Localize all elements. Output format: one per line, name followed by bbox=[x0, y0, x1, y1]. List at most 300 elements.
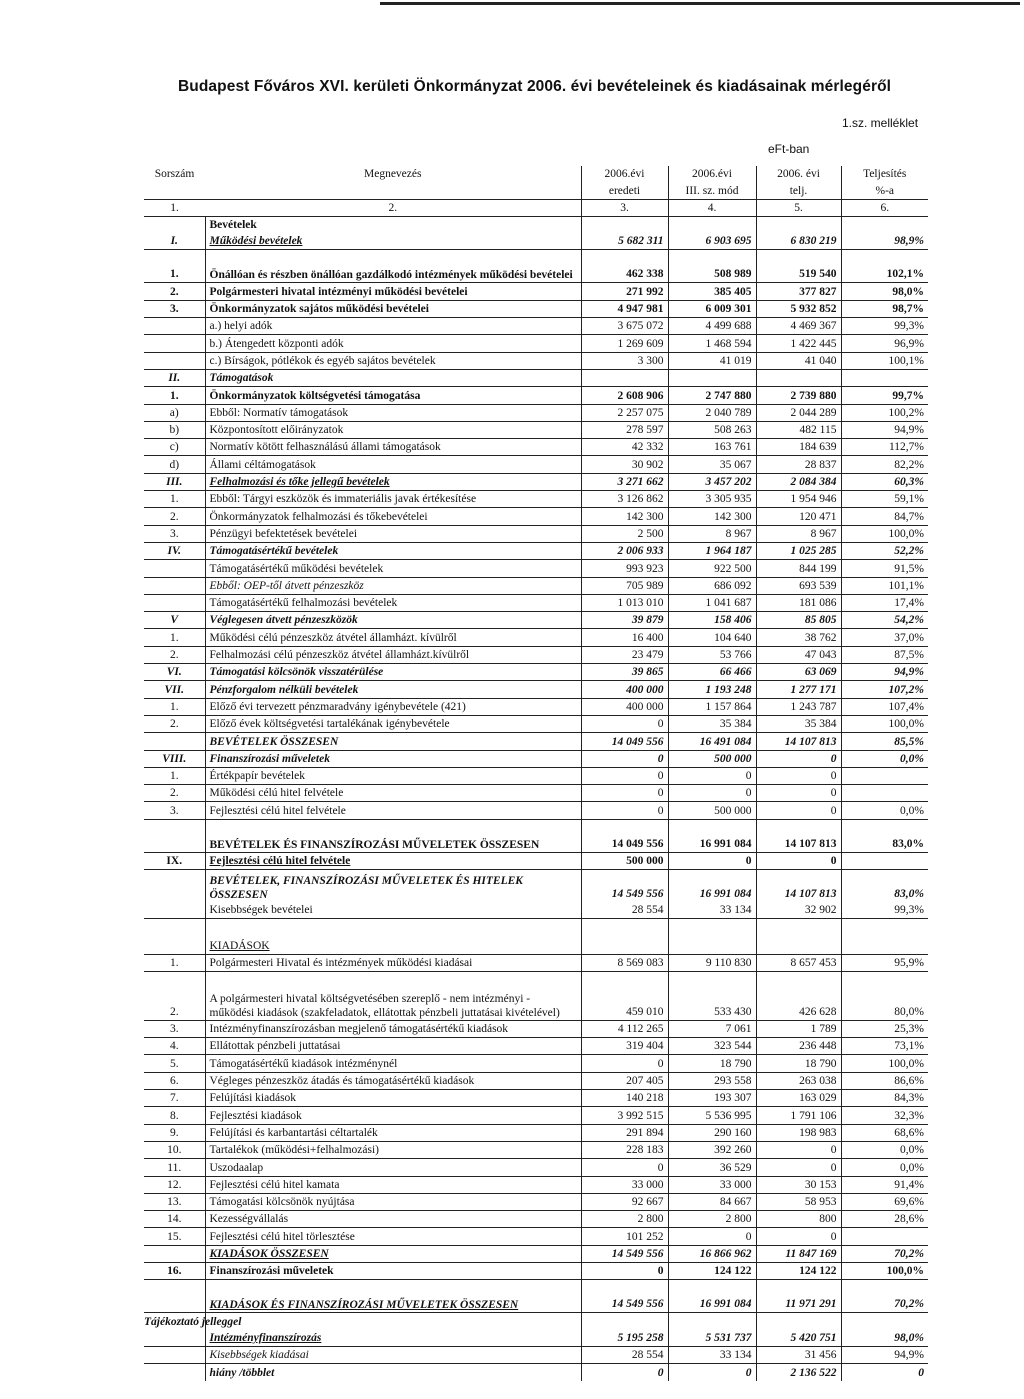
completion-percent: 91,4% bbox=[841, 1176, 928, 1193]
original-value: 30 902 bbox=[581, 456, 668, 473]
modified-value: 16 866 962 bbox=[668, 1245, 756, 1262]
actual-value: 263 038 bbox=[756, 1072, 841, 1089]
row-label: Fejlesztési célú hitel kamata bbox=[205, 1176, 581, 1193]
modified-value: 18 790 bbox=[668, 1055, 756, 1072]
row-label: Tartalékok (működési+felhalmozási) bbox=[205, 1141, 581, 1158]
row-label: Felhalmozási és tőke jellegű bevételek bbox=[205, 473, 581, 490]
row-number: 2. bbox=[144, 715, 205, 732]
completion-percent: 84,3% bbox=[841, 1090, 928, 1107]
table-row bbox=[144, 785, 928, 802]
completion-percent: 87,5% bbox=[841, 646, 928, 663]
table-row bbox=[144, 750, 928, 767]
row-number: 12. bbox=[144, 1176, 205, 1193]
header-cell: 2006.évi bbox=[581, 166, 668, 182]
row-label: Kezességvállalás bbox=[205, 1211, 581, 1228]
completion-percent: 100,0% bbox=[841, 1263, 928, 1280]
completion-percent bbox=[841, 216, 928, 233]
table-row bbox=[144, 1055, 928, 1072]
original-value bbox=[581, 216, 668, 233]
row-number: 3. bbox=[144, 525, 205, 542]
actual-value: 30 153 bbox=[756, 1176, 841, 1193]
table-row bbox=[144, 1072, 928, 1089]
table-row bbox=[144, 439, 928, 456]
actual-value: 5 932 852 bbox=[756, 300, 841, 317]
row-number bbox=[144, 1364, 205, 1381]
table-row bbox=[144, 971, 928, 1020]
table-row bbox=[144, 421, 928, 438]
header-cell: %-a bbox=[875, 184, 894, 197]
original-value: 2 257 075 bbox=[581, 404, 668, 421]
completion-percent: 100,0% bbox=[841, 1055, 928, 1072]
actual-value: 35 384 bbox=[756, 715, 841, 732]
actual-value: 1 277 171 bbox=[756, 681, 841, 698]
table-row bbox=[144, 902, 928, 919]
actual-value: 1 422 445 bbox=[756, 335, 841, 352]
row-number: 5. bbox=[144, 1055, 205, 1072]
table-row bbox=[144, 577, 928, 594]
header-cell: Teljesítés bbox=[863, 168, 907, 181]
row-label: Finanszírozási műveletek bbox=[205, 1263, 581, 1280]
row-label: Ellátottak pénzbeli juttatásai bbox=[205, 1038, 581, 1055]
modified-value: 508 263 bbox=[668, 421, 756, 438]
modified-value: 53 766 bbox=[668, 646, 756, 663]
row-number: 1. bbox=[144, 387, 205, 404]
completion-percent: 32,3% bbox=[841, 1107, 928, 1124]
row-number: II. bbox=[144, 369, 205, 386]
row-label: hiány /többlet bbox=[205, 1364, 581, 1381]
table-row bbox=[144, 560, 928, 577]
actual-value: 377 827 bbox=[756, 283, 841, 300]
row-number bbox=[144, 902, 205, 919]
original-value: 3 992 515 bbox=[581, 1107, 668, 1124]
row-number: 11. bbox=[144, 1159, 205, 1176]
table-row bbox=[144, 1159, 928, 1176]
actual-value: 519 540 bbox=[756, 250, 841, 283]
actual-value: 844 199 bbox=[756, 560, 841, 577]
original-value: 1 013 010 bbox=[581, 594, 668, 611]
header-cell: eredeti bbox=[581, 182, 668, 199]
completion-percent bbox=[841, 852, 928, 869]
actual-value: 184 639 bbox=[756, 439, 841, 456]
row-label: Támogatásértékű bevételek bbox=[205, 542, 581, 559]
original-value: 228 183 bbox=[581, 1141, 668, 1158]
completion-percent: 54,2% bbox=[841, 612, 928, 629]
actual-value: 58 953 bbox=[756, 1193, 841, 1210]
completion-percent: 0,0% bbox=[841, 750, 928, 767]
actual-value: 8 657 453 bbox=[756, 954, 841, 971]
row-number: 1. bbox=[144, 491, 205, 508]
original-value: 400 000 bbox=[581, 681, 668, 698]
row-label: Önkormányzatok felhalmozási és tőkebevételei bbox=[205, 508, 581, 525]
completion-percent bbox=[841, 767, 928, 784]
row-number bbox=[144, 819, 205, 852]
row-number: 2. bbox=[144, 508, 205, 525]
actual-value bbox=[756, 1313, 841, 1330]
completion-percent: 94,9% bbox=[841, 664, 928, 681]
completion-percent: 99,3% bbox=[841, 902, 928, 919]
row-label: BEVÉTELEK, FINANSZÍROZÁSI MŰVELETEK ÉS HITELEK ÖSSZESEN bbox=[205, 869, 581, 902]
table-row bbox=[144, 919, 928, 938]
row-label: c.) Bírságok, pótlékok és egyéb sajátos bevételek bbox=[205, 352, 581, 369]
original-value: 14 549 556 bbox=[581, 1280, 668, 1313]
original-value: 33 000 bbox=[581, 1176, 668, 1193]
actual-value: 85 805 bbox=[756, 612, 841, 629]
row-number: 1. bbox=[144, 954, 205, 971]
completion-percent: 98,0% bbox=[841, 1330, 928, 1347]
row-label: Intézményfinanszírozás bbox=[205, 1330, 581, 1347]
completion-percent: 102,1% bbox=[841, 250, 928, 283]
completion-percent: 107,4% bbox=[841, 698, 928, 715]
row-label: Pénzügyi befektetések bevételei bbox=[205, 525, 581, 542]
table-row bbox=[144, 387, 928, 404]
actual-value: 2 084 384 bbox=[756, 473, 841, 490]
row-number: 2. bbox=[144, 971, 205, 1020]
original-value: 142 300 bbox=[581, 508, 668, 525]
table-row bbox=[144, 1090, 928, 1107]
completion-percent: 73,1% bbox=[841, 1038, 928, 1055]
unit-label: eFt-ban bbox=[768, 142, 810, 156]
modified-value: 0 bbox=[668, 1364, 756, 1381]
completion-percent: 100,1% bbox=[841, 352, 928, 369]
row-label: KIADÁSOK bbox=[205, 937, 581, 954]
original-value: 459 010 bbox=[581, 971, 668, 1020]
modified-value: 500 000 bbox=[668, 802, 756, 819]
table-row bbox=[144, 1038, 928, 1055]
row-number: 1. bbox=[144, 698, 205, 715]
modified-value: 9 110 830 bbox=[668, 954, 756, 971]
header-row-3 bbox=[144, 199, 928, 216]
actual-value: 693 539 bbox=[756, 577, 841, 594]
table-row bbox=[144, 473, 928, 490]
row-number: 4. bbox=[144, 1038, 205, 1055]
completion-percent: 17,4% bbox=[841, 594, 928, 611]
actual-value: 8 967 bbox=[756, 525, 841, 542]
original-value: 705 989 bbox=[581, 577, 668, 594]
completion-percent bbox=[841, 785, 928, 802]
original-value bbox=[581, 919, 668, 938]
modified-value: 193 307 bbox=[668, 1090, 756, 1107]
actual-value: 11 971 291 bbox=[756, 1280, 841, 1313]
table-row bbox=[144, 1141, 928, 1158]
row-label: Véglegesen átvett pénzeszközök bbox=[205, 612, 581, 629]
row-label: Ebből: Tárgyi eszközök és immateriális javak értékesítése bbox=[205, 491, 581, 508]
table-row bbox=[144, 594, 928, 611]
modified-value: 392 260 bbox=[668, 1141, 756, 1158]
modified-value: 36 529 bbox=[668, 1159, 756, 1176]
actual-value: 41 040 bbox=[756, 352, 841, 369]
row-label: KIADÁSOK ÉS FINANSZÍROZÁSI MŰVELETEK ÖSSZESEN bbox=[205, 1280, 581, 1313]
actual-value: 1 954 946 bbox=[756, 491, 841, 508]
actual-value: 2 136 522 bbox=[756, 1364, 841, 1381]
original-value: 278 597 bbox=[581, 421, 668, 438]
row-number bbox=[144, 1280, 205, 1313]
header-cell: 1. bbox=[170, 201, 179, 214]
completion-percent: 68,6% bbox=[841, 1124, 928, 1141]
actual-value: 14 107 813 bbox=[756, 869, 841, 902]
modified-value bbox=[668, 369, 756, 386]
row-number bbox=[144, 594, 205, 611]
actual-value: 0 bbox=[756, 785, 841, 802]
row-label bbox=[205, 1313, 581, 1330]
row-number: 2. bbox=[144, 785, 205, 802]
completion-percent: 94,9% bbox=[841, 1346, 928, 1363]
actual-value: 426 628 bbox=[756, 971, 841, 1020]
actual-value: 31 456 bbox=[756, 1346, 841, 1363]
row-number: Tájékoztató jelleggel bbox=[144, 1313, 205, 1330]
modified-value: 7 061 bbox=[668, 1020, 756, 1037]
original-value: 14 549 556 bbox=[581, 869, 668, 902]
table-row bbox=[144, 715, 928, 732]
original-value: 319 404 bbox=[581, 1038, 668, 1055]
original-value bbox=[581, 937, 668, 954]
row-label: Önkormányzatok költségvetési támogatása bbox=[205, 387, 581, 404]
actual-value: 0 bbox=[756, 1159, 841, 1176]
modified-value: 104 640 bbox=[668, 629, 756, 646]
actual-value: 0 bbox=[756, 802, 841, 819]
row-label: Normatív kötött felhasználású állami támogatások bbox=[205, 439, 581, 456]
table-row bbox=[144, 216, 928, 233]
original-value: 207 405 bbox=[581, 1072, 668, 1089]
original-value bbox=[581, 369, 668, 386]
row-number: 2. bbox=[144, 283, 205, 300]
original-value: 400 000 bbox=[581, 698, 668, 715]
header-cell: 2. bbox=[205, 199, 581, 216]
modified-value: 4 499 688 bbox=[668, 318, 756, 335]
modified-value: 8 967 bbox=[668, 525, 756, 542]
original-value: 14 049 556 bbox=[581, 733, 668, 750]
table-row bbox=[144, 646, 928, 663]
table-row bbox=[144, 1211, 928, 1228]
original-value: 28 554 bbox=[581, 1346, 668, 1363]
header-cell: Megnevezés bbox=[205, 166, 581, 182]
original-value: 14 049 556 bbox=[581, 819, 668, 852]
modified-value: 163 761 bbox=[668, 439, 756, 456]
original-value: 462 338 bbox=[581, 250, 668, 283]
original-value: 0 bbox=[581, 1263, 668, 1280]
table-row bbox=[144, 1263, 928, 1280]
row-number: 9. bbox=[144, 1124, 205, 1141]
row-number: III. bbox=[144, 473, 205, 490]
row-label: Felújítási és karbantartási céltartalék bbox=[205, 1124, 581, 1141]
actual-value: 14 107 813 bbox=[756, 733, 841, 750]
table-row bbox=[144, 1176, 928, 1193]
table-row bbox=[144, 1330, 928, 1347]
table-row bbox=[144, 681, 928, 698]
actual-value: 163 029 bbox=[756, 1090, 841, 1107]
row-number: c) bbox=[144, 439, 205, 456]
actual-value: 32 902 bbox=[756, 902, 841, 919]
row-label: Bevételek bbox=[205, 216, 581, 233]
modified-value: 33 000 bbox=[668, 1176, 756, 1193]
actual-value bbox=[756, 216, 841, 233]
actual-value: 47 043 bbox=[756, 646, 841, 663]
completion-percent: 0 bbox=[918, 1366, 924, 1379]
original-value: 0 bbox=[581, 767, 668, 784]
modified-value: 533 430 bbox=[668, 971, 756, 1020]
row-label: Értékpapír bevételek bbox=[205, 767, 581, 784]
actual-value: 482 115 bbox=[756, 421, 841, 438]
actual-value: 120 471 bbox=[756, 508, 841, 525]
modified-value: 2 747 880 bbox=[668, 387, 756, 404]
modified-value: 35 067 bbox=[668, 456, 756, 473]
header-cell: telj. bbox=[756, 182, 841, 199]
completion-percent: 70,2% bbox=[841, 1245, 928, 1262]
modified-value: 16 991 084 bbox=[668, 819, 756, 852]
completion-percent: 25,3% bbox=[841, 1020, 928, 1037]
modified-value: 293 558 bbox=[668, 1072, 756, 1089]
modified-value: 84 667 bbox=[668, 1193, 756, 1210]
row-label: Önállóan és részben önállóan gazdálkodó intézmények működési bevételei bbox=[205, 250, 581, 283]
actual-value: 6 830 219 bbox=[756, 233, 841, 250]
actual-value: 198 983 bbox=[756, 1124, 841, 1141]
original-value: 2 608 906 bbox=[581, 387, 668, 404]
completion-percent: 86,6% bbox=[841, 1072, 928, 1089]
row-number bbox=[144, 335, 205, 352]
row-number: VII. bbox=[144, 681, 205, 698]
modified-value: 686 092 bbox=[668, 577, 756, 594]
row-label: Támogatásértékű kiadások intézménynél bbox=[205, 1055, 581, 1072]
modified-value: 2 040 789 bbox=[668, 404, 756, 421]
completion-percent: 60,3% bbox=[841, 473, 928, 490]
header-cell: 2006. évi bbox=[756, 166, 841, 182]
modified-value bbox=[668, 919, 756, 938]
completion-percent bbox=[841, 1313, 928, 1330]
row-number: 3. bbox=[144, 802, 205, 819]
table-row bbox=[144, 318, 928, 335]
actual-value: 181 086 bbox=[756, 594, 841, 611]
original-value: 3 300 bbox=[581, 352, 668, 369]
original-value: 3 271 662 bbox=[581, 473, 668, 490]
completion-percent: 98,9% bbox=[841, 233, 928, 250]
row-label: Állami céltámogatások bbox=[205, 456, 581, 473]
modified-value bbox=[668, 1313, 756, 1330]
original-value: 0 bbox=[581, 715, 668, 732]
original-value: 0 bbox=[581, 1159, 668, 1176]
table-row bbox=[144, 491, 928, 508]
original-value: 0 bbox=[581, 785, 668, 802]
row-label: A polgármesteri hivatal költségvetésében szereplő - nem intézményi - működési kiadások (szakfeladatok, ellátottak pénzbeli juttatásai kivételével) bbox=[205, 971, 581, 1020]
modified-value: 1 041 687 bbox=[668, 594, 756, 611]
completion-percent: 59,1% bbox=[841, 491, 928, 508]
original-value: 8 569 083 bbox=[581, 954, 668, 971]
original-value bbox=[581, 1313, 668, 1330]
row-label: Ebből: OEP-től átvett pénzeszköz bbox=[205, 577, 581, 594]
row-label bbox=[205, 919, 581, 938]
header-cell: 3. bbox=[581, 199, 668, 216]
completion-percent: 100,0% bbox=[841, 715, 928, 732]
completion-percent: 99,3% bbox=[841, 318, 928, 335]
original-value: 4 112 265 bbox=[581, 1020, 668, 1037]
modified-value: 5 536 995 bbox=[668, 1107, 756, 1124]
actual-value: 1 025 285 bbox=[756, 542, 841, 559]
row-number: 3. bbox=[144, 1020, 205, 1037]
original-value: 0 bbox=[581, 802, 668, 819]
actual-value: 0 bbox=[756, 852, 841, 869]
header-cell bbox=[144, 182, 205, 199]
row-label: Önkormányzatok sajátos működési bevételei bbox=[205, 300, 581, 317]
row-number: 6. bbox=[144, 1072, 205, 1089]
row-label: BEVÉTELEK ÖSSZESEN bbox=[205, 733, 581, 750]
completion-percent: 0,0% bbox=[841, 1159, 928, 1176]
row-label: Kisebbségek bevételei bbox=[205, 902, 581, 919]
actual-value: 18 790 bbox=[756, 1055, 841, 1072]
table-row bbox=[144, 300, 928, 317]
header-cell: 6. bbox=[880, 201, 890, 214]
table-row bbox=[144, 612, 928, 629]
row-number: 8. bbox=[144, 1107, 205, 1124]
balance-table bbox=[144, 166, 928, 1381]
completion-percent: 83,0% bbox=[894, 887, 924, 900]
table-row bbox=[144, 767, 928, 784]
completion-percent: 69,6% bbox=[841, 1193, 928, 1210]
row-label: Fejlesztési kiadások bbox=[205, 1107, 581, 1124]
row-label: BEVÉTELEK ÉS FINANSZÍROZÁSI MŰVELETEK ÖSSZESEN bbox=[205, 819, 581, 852]
completion-percent: 94,9% bbox=[841, 421, 928, 438]
row-number: d) bbox=[144, 456, 205, 473]
original-value: 993 923 bbox=[581, 560, 668, 577]
actual-value: 0 bbox=[756, 750, 841, 767]
row-number: VIII. bbox=[144, 750, 205, 767]
modified-value: 33 134 bbox=[668, 902, 756, 919]
table-row bbox=[144, 802, 928, 819]
original-value: 2 500 bbox=[581, 525, 668, 542]
modified-value: 500 000 bbox=[668, 750, 756, 767]
original-value: 0 bbox=[581, 750, 668, 767]
modified-value: 33 134 bbox=[668, 1346, 756, 1363]
original-value: 291 894 bbox=[581, 1124, 668, 1141]
modified-value: 1 157 864 bbox=[668, 698, 756, 715]
row-number bbox=[144, 733, 205, 750]
table-row bbox=[144, 1020, 928, 1037]
table-row bbox=[144, 233, 928, 250]
original-value: 23 479 bbox=[581, 646, 668, 663]
original-value: 4 947 981 bbox=[581, 300, 668, 317]
modified-value: 0 bbox=[668, 767, 756, 784]
actual-value: 2 044 289 bbox=[756, 404, 841, 421]
completion-percent: 52,2% bbox=[841, 542, 928, 559]
row-number bbox=[144, 216, 205, 233]
modified-value: 1 193 248 bbox=[668, 681, 756, 698]
modified-value bbox=[668, 216, 756, 233]
table-row bbox=[144, 629, 928, 646]
modified-value: 0 bbox=[668, 852, 756, 869]
modified-value: 41 019 bbox=[668, 352, 756, 369]
modified-value: 16 991 084 bbox=[668, 869, 756, 902]
table-row bbox=[144, 852, 928, 869]
completion-percent: 70,2% bbox=[841, 1280, 928, 1313]
completion-percent bbox=[841, 369, 928, 386]
row-number: a) bbox=[144, 404, 205, 421]
modified-value: 124 122 bbox=[668, 1263, 756, 1280]
original-value: 0 bbox=[581, 1364, 668, 1381]
header-cell: 2006.évi bbox=[668, 166, 756, 182]
original-value: 16 400 bbox=[581, 629, 668, 646]
row-label: Működési bevételek bbox=[205, 233, 581, 250]
completion-percent: 96,9% bbox=[841, 335, 928, 352]
original-value: 14 549 556 bbox=[581, 1245, 668, 1262]
row-label: Előző évek költségvetési tartalékának igénybevétele bbox=[205, 715, 581, 732]
row-label: Működési célú hitel felvétele bbox=[205, 785, 581, 802]
row-label: Felhalmozási célú pénzeszköz átvétel államházt.kívülről bbox=[205, 646, 581, 663]
row-label: Felújítási kiadások bbox=[205, 1090, 581, 1107]
table-row bbox=[144, 1193, 928, 1210]
row-number bbox=[144, 352, 205, 369]
modified-value: 385 405 bbox=[668, 283, 756, 300]
actual-value: 1 243 787 bbox=[756, 698, 841, 715]
table-row bbox=[144, 508, 928, 525]
table-row bbox=[144, 369, 928, 386]
original-value: 0 bbox=[581, 1055, 668, 1072]
